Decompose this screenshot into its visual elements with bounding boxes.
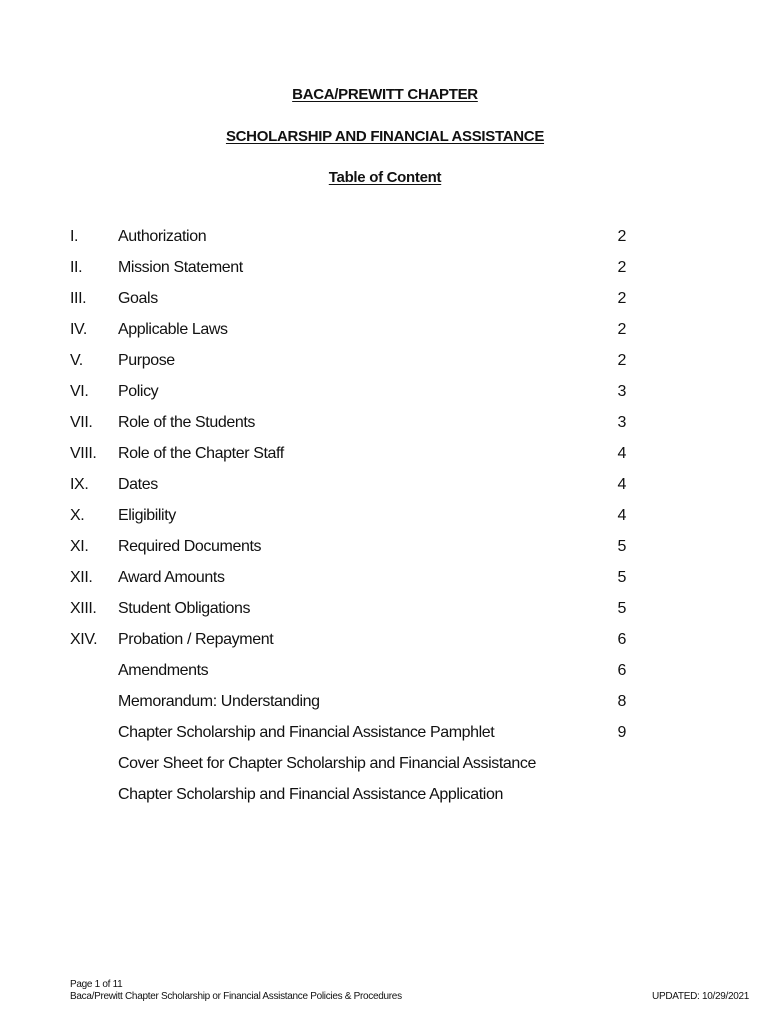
toc-entry-page: 2 xyxy=(617,352,626,369)
toc-entry-page: 4 xyxy=(617,445,626,462)
toc-entry xyxy=(70,475,630,506)
toc-entry-title: Dates xyxy=(118,476,158,493)
toc-entry-page: 4 xyxy=(617,476,626,493)
toc-entry-page: 2 xyxy=(617,228,626,245)
toc-entry xyxy=(70,320,630,351)
toc-entry-page: 6 xyxy=(617,631,626,648)
toc-entry-number: VIII. xyxy=(70,445,97,462)
toc-entry xyxy=(70,754,630,785)
toc-entry-title: Mission Statement xyxy=(118,259,243,276)
toc-entry-title: Student Obligations xyxy=(118,600,251,617)
chapter-title: BACA/PREWITT CHAPTER xyxy=(292,86,478,103)
toc-entry-title: Award Amounts xyxy=(118,569,225,586)
toc-entry-title: Chapter Scholarship and Financial Assistance Application xyxy=(118,786,503,803)
footer-left xyxy=(70,979,402,1003)
toc-entry-title: Chapter Scholarship and Financial Assistance Pamphlet xyxy=(118,724,495,741)
toc-entry-page: 8 xyxy=(617,693,626,710)
toc-entry-page: 2 xyxy=(617,321,626,338)
table-of-contents xyxy=(70,227,630,816)
toc-entry-title: Policy xyxy=(118,383,159,400)
toc-entry xyxy=(70,723,630,754)
toc-entry-number: XIV. xyxy=(70,631,98,648)
footer-updated-date: UPDATED: 10/29/2021 xyxy=(652,991,749,1002)
toc-entry-title: Applicable Laws xyxy=(118,321,228,338)
toc-entry-page: 2 xyxy=(617,259,626,276)
toc-entry-title: Probation / Repayment xyxy=(118,631,274,648)
toc-entry xyxy=(70,289,630,320)
toc-entry-page: 6 xyxy=(617,662,626,679)
toc-entry xyxy=(70,630,630,661)
toc-entry xyxy=(70,444,630,475)
toc-entry xyxy=(70,258,630,289)
toc-entry-page: 5 xyxy=(617,569,626,586)
toc-entry-number: IV. xyxy=(70,321,87,338)
toc-entry-number: IX. xyxy=(70,476,89,493)
toc-entry xyxy=(70,506,630,537)
toc-entry-page: 4 xyxy=(617,507,626,524)
toc-entry-page: 5 xyxy=(617,538,626,555)
toc-heading: Table of Content xyxy=(328,169,442,186)
toc-entry-page: 2 xyxy=(617,290,626,307)
toc-entry-number: V. xyxy=(70,352,83,369)
toc-entry xyxy=(70,568,630,599)
document-subtitle: SCHOLARSHIP AND FINANCIAL ASSISTANCE xyxy=(225,128,545,145)
toc-entry-title: Role of the Students xyxy=(118,414,255,431)
toc-entry-title: Required Documents xyxy=(118,538,262,555)
toc-entry xyxy=(70,351,630,382)
toc-entry xyxy=(70,537,630,568)
toc-entry-number: XII. xyxy=(70,569,93,586)
toc-entry xyxy=(70,785,630,816)
toc-entry xyxy=(70,227,630,258)
footer-page-number: Page 1 of 11 xyxy=(70,979,123,990)
toc-entry-number: II. xyxy=(70,259,83,276)
footer-document-name: Baca/Prewitt Chapter Scholarship or Financial Assistance Policies & Procedures xyxy=(70,991,402,1002)
toc-entry-title: Memorandum: Understanding xyxy=(118,693,320,710)
toc-entry-title: Goals xyxy=(118,290,158,307)
toc-entry-number: XIII. xyxy=(70,600,97,617)
toc-entry-number: III. xyxy=(70,290,87,307)
toc-entry-page: 9 xyxy=(617,724,626,741)
toc-entry-page: 5 xyxy=(617,600,626,617)
toc-entry-page: 3 xyxy=(617,383,626,400)
toc-entry-number: VII. xyxy=(70,414,93,431)
toc-entry xyxy=(70,661,630,692)
toc-entry-title: Cover Sheet for Chapter Scholarship and Financial Assistance xyxy=(118,755,537,772)
toc-entry-number: I. xyxy=(70,228,79,245)
toc-entry-number: X. xyxy=(70,507,85,524)
toc-entry xyxy=(70,382,630,413)
toc-entry-page: 3 xyxy=(617,414,626,431)
toc-entry xyxy=(70,599,630,630)
toc-entry xyxy=(70,692,630,723)
toc-entry-number: XI. xyxy=(70,538,89,555)
toc-entry-title: Purpose xyxy=(118,352,175,369)
toc-entry-title: Amendments xyxy=(118,662,209,679)
toc-entry-title: Eligibility xyxy=(118,507,176,524)
toc-entry-title: Authorization xyxy=(118,228,207,245)
toc-entry-title: Role of the Chapter Staff xyxy=(118,445,284,462)
toc-entry-number: VI. xyxy=(70,383,89,400)
toc-entry xyxy=(70,413,630,444)
